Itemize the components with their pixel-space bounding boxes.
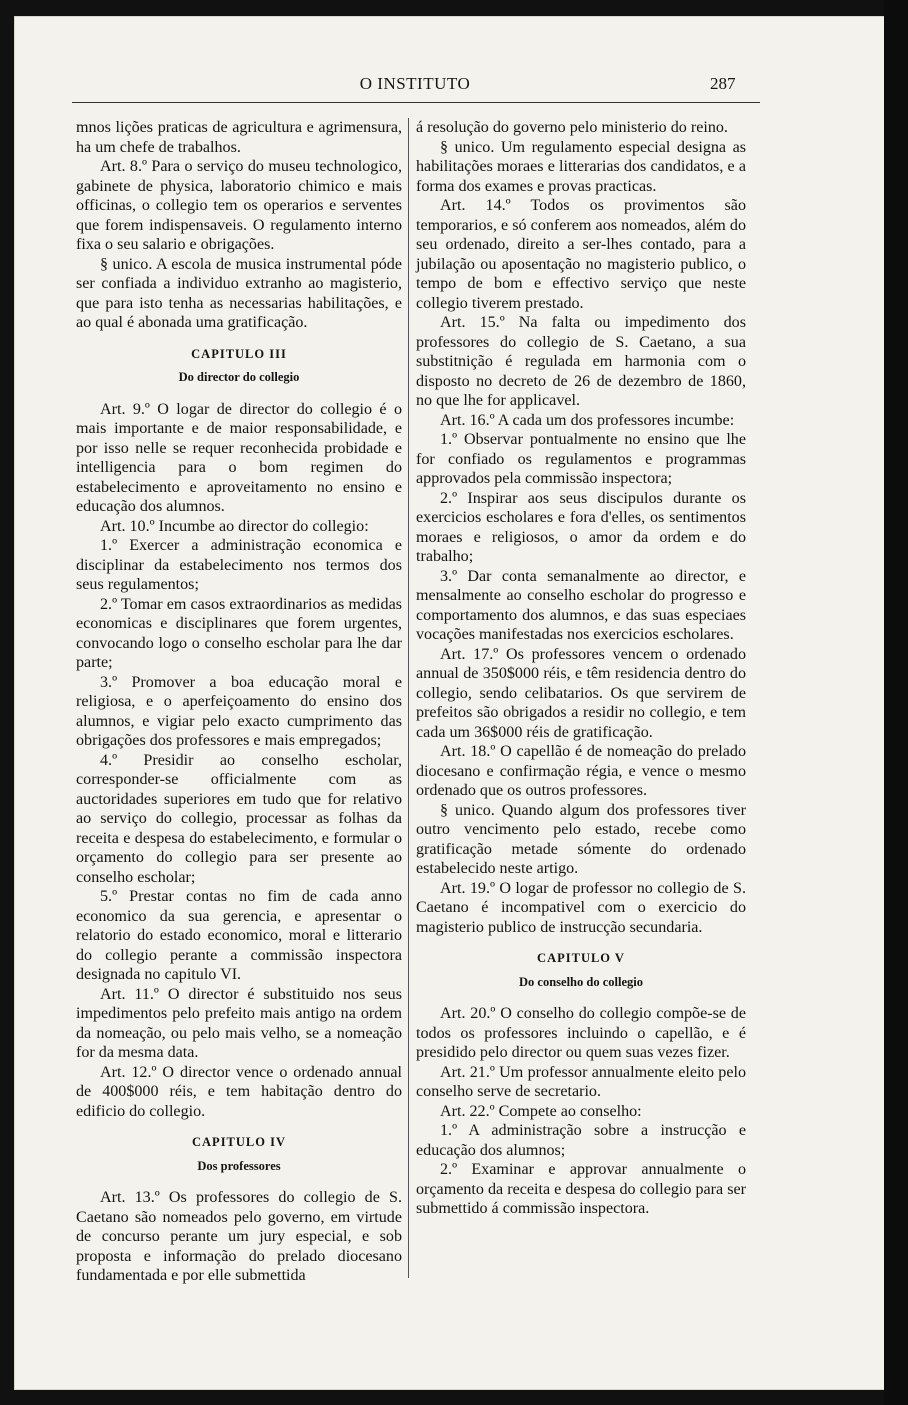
paragraph: Art. 22.º Compete ao conselho: bbox=[440, 1102, 642, 1120]
chapter-heading: CAPITULO IV bbox=[192, 1135, 286, 1149]
paragraph: Art. 19.º O logar de professor no collegio de S. Caetano é incompativel com o exercicio do magisterio publico de instrucção secundaria. bbox=[416, 879, 746, 936]
paragraph: Art. 11.º O director é substituido nos seus impedimentos pelo prefeito mais antigo na ordem da nomeação, ou pelo mais velho, se a nomeação for da mesma data. bbox=[76, 985, 402, 1061]
paragraph: Art. 9.º O logar de director do collegio é o mais importante e de maior responsabilidade, e por isso nelle se requer reconhecida probidade e intelligencia para o bom regimen do estabelecimento e aproveitamento no ensino e educação dos alumnos. bbox=[76, 400, 402, 515]
paragraph: Art. 15.º Na falta ou impedimento dos professores do collegio de S. Caetano, a sua substitnição é regulada em harmonia com o disposto no decreto de 26 de dezembro de 1860, no que lhe for applicavel. bbox=[416, 314, 746, 409]
paragraph: 1.º Observar pontualmente no ensino que lhe for confiado os regulamentos e programmas approvados pela commissão inspectora; bbox=[416, 431, 746, 487]
paragraph: Art. 12.º O director vence o ordenado annual de 400$000 réis, e tem habitação dentro do edificio do collegio. bbox=[76, 1063, 402, 1120]
paragraph: Art. 18.º O capellão é de nomeação do prelado diocesano e confirmação régia, e vence o mesmo ordenado que os outros professores. bbox=[416, 743, 746, 799]
page-number: 287 bbox=[710, 74, 736, 93]
chapter-heading: CAPITULO V bbox=[537, 951, 625, 965]
paragraph: Art. 13.º Os professores do collegio de S. Caetano são nomeados pelo governo, em virtude de concurso perante um jury especial, e sob proposta e informação do prelado diocesano fundamentada e por elle submettida bbox=[76, 1189, 402, 1284]
running-header bbox=[0, 62, 908, 92]
header-rule bbox=[72, 102, 760, 103]
paragraph: § unico. Um regulamento especial designa as habilitações moraes e litterarias dos candidatos, e a forma dos exames e provas practicas. bbox=[416, 138, 746, 195]
paragraph: 1.º A administração sobre a instrucção e educação dos alumnos; bbox=[416, 1122, 746, 1159]
paragraph: Art. 16.º A cada um dos professores incumbe: bbox=[440, 411, 735, 429]
running-title: O INSTITUTO bbox=[359, 74, 471, 93]
paragraph: 1.º Exercer a administração economica e disciplinar da estabelecimento nos termos dos seus regulamentos; bbox=[76, 537, 402, 593]
left-column bbox=[76, 118, 402, 1286]
column-divider bbox=[408, 118, 409, 1278]
paragraph: Art. 21.º Um professor annualmente eleito pelo conselho serve de secretario. bbox=[416, 1063, 746, 1100]
paragraph: Art. 10.º Incumbe ao director do collegio: bbox=[100, 517, 369, 535]
paragraph: 4.º Presidir ao conselho escholar, corresponder-se officialmente com as auctoridades superiores em tudo que for relativo ao serviço do collegio, processar as folhas da receita e despesa do estabelecimento, e formular o orçamento do collegio para ser presente ao conselho escholar; bbox=[76, 751, 402, 886]
chapter-subtitle: Dos professores bbox=[197, 1158, 281, 1173]
paragraph: 3.º Promover a boa educação moral e religiosa, e o aperfeiçoamento do ensino dos alumnos, e vigiar pelo exacto cumprimento das obrigações dos professores e mais empregados; bbox=[76, 673, 402, 749]
scan-border bbox=[884, 0, 908, 1405]
paragraph: Art. 8.º Para o serviço do museu technologico, gabinete de physica, laboratorio chimico e mais officinas, o collegio tem os operarios e serventes que forem indispensaveis. O regulamento interno fixa o seu salario e obrigações. bbox=[76, 158, 402, 253]
paragraph: Art. 17.º Os professores vencem o ordenado annual de 350$000 réis, e têm residencia dentro do collegio, sendo celibatarios. Os que servirem de prefeitos são obrigados a residir no collegio, e tem cada um 36$000 réis de gratificação. bbox=[416, 645, 746, 741]
chapter-subtitle: Do director do collegio bbox=[178, 370, 300, 384]
chapter-subtitle: Do conselho do collegio bbox=[519, 974, 643, 989]
paragraph: § unico. Quando algum dos professores tiver outro vencimento pelo estado, recebe como gratificação metade sómente do ordenado estabelecido neste artigo. bbox=[416, 801, 746, 877]
right-column bbox=[416, 118, 746, 1219]
paragraph: mnos lições praticas de agricultura e agrimensura, ha um chefe de trabalhos. bbox=[76, 119, 402, 156]
paragraph: Art. 20.º O conselho do collegio compõe-se de todos os professores incluindo o capellão, e é presidido pelo director ou quem suas vezes fizer. bbox=[416, 1005, 746, 1061]
chapter-heading: CAPITULO III bbox=[191, 346, 287, 361]
paragraph: 2.º Tomar em casos extraordinarios as medidas economicas e disciplinares que forem urgentes, convocando logo o conselho escholar para lhe dar parte; bbox=[76, 595, 402, 671]
paragraph: 2.º Examinar e approvar annualmente o orçamento da receita e despesa do collegio para ser submettido á commissão inspectora. bbox=[416, 1161, 746, 1217]
paragraph: Art. 14.º Todos os provimentos são temporarios, e só conferem aos nomeados, além do seu ordenado, direito a ser-lhes contado, para a jubilação ou aposentação no magisterio publico, o tempo de bom e effectivo serviço que neste collegio tiverem prestado. bbox=[416, 197, 746, 312]
paragraph: 5.º Prestar contas no fim de cada anno economico da sua gerencia, e apresentar o relatorio do estado economico, moral e litterario do collegio perante a commissão inspectora designada no capitulo VI. bbox=[76, 888, 402, 983]
paragraph: á resolução do governo pelo ministerio do reino. bbox=[416, 119, 728, 136]
paragraph: 2.º Inspirar aos seus discipulos durante os exercicios escholares e fora d'elles, os sentimentos moraes e religiosos, o amor da ordem e do trabalho; bbox=[416, 489, 746, 565]
paragraph: 3.º Dar conta semanalmente ao director, e mensalmente ao conselho escholar do progresso e comportamento dos alumnos, e das suas especiaes vocações manifestadas nos exercicios escholares. bbox=[416, 567, 746, 643]
paragraph: § unico. A escola de musica instrumental póde ser confiada a individuo extranho ao magisterio, que para isto tenha as necessarias habilitações, e ao qual é abonada uma gratificação. bbox=[76, 255, 402, 331]
